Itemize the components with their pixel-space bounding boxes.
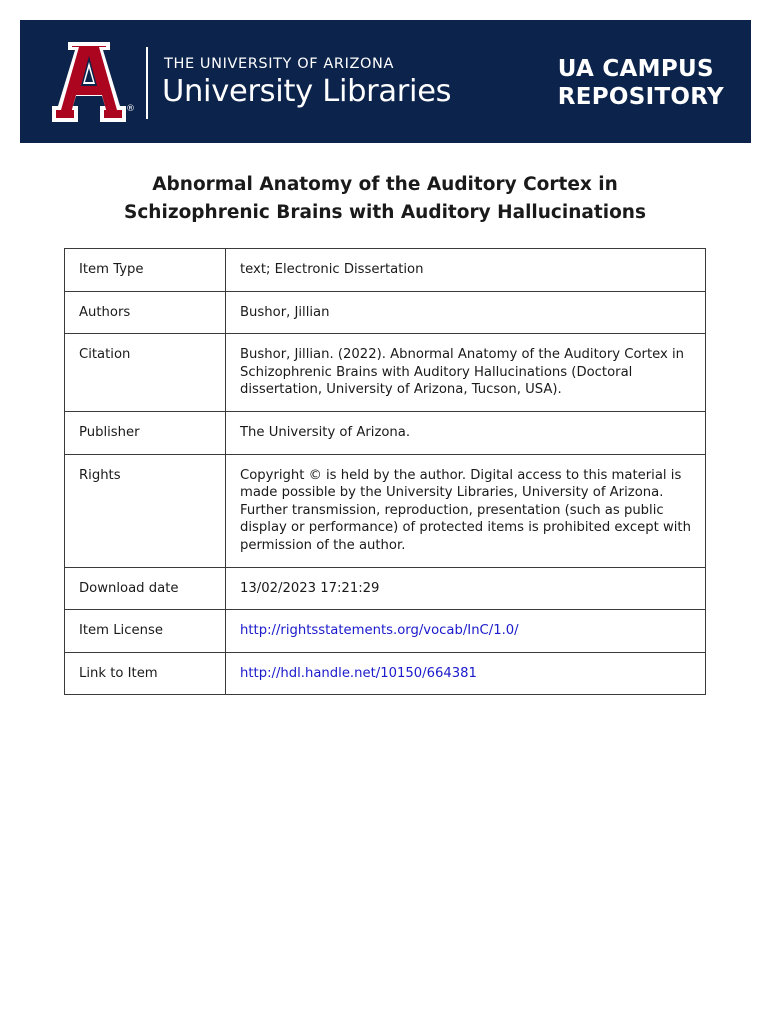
header-banner [20, 20, 751, 143]
row-label-authors: Authors [65, 291, 226, 334]
item-handle-link[interactable]: http://hdl.handle.net/10150/664381 [240, 665, 477, 681]
title-line-1: Abnormal Anatomy of the Auditory Cortex in [152, 174, 618, 195]
item-license-link[interactable]: http://rightsstatements.org/vocab/InC/1.0/ [240, 623, 519, 639]
row-value-download-date: 13/02/2023 17:21:29 [226, 567, 706, 610]
row-value-item-type: text; Electronic Dissertation [226, 249, 706, 292]
table-row [65, 567, 706, 610]
row-label-item-license: Item License [65, 610, 226, 653]
registered-mark: ® [126, 104, 135, 114]
row-value-publisher: The University of Arizona. [226, 411, 706, 454]
table-row [65, 610, 706, 653]
table-row [65, 291, 706, 334]
table-row [65, 334, 706, 412]
table-row [65, 249, 706, 292]
table-row [65, 454, 706, 567]
arizona-block-a-icon [44, 42, 134, 124]
row-label-rights: Rights [65, 454, 226, 567]
row-label-link-to-item: Link to Item [65, 652, 226, 695]
row-value-citation: Bushor, Jillian. (2022). Abnormal Anatomy of the Auditory Cortex in Schizophrenic Brains with Auditory Hallucinations (Doctoral dissertation, University of Arizona, Tucson, USA). [226, 334, 706, 412]
university-name: THE UNIVERSITY OF ARIZONA [164, 56, 394, 72]
document-title [0, 171, 770, 227]
row-label-publisher: Publisher [65, 411, 226, 454]
row-label-item-type: Item Type [65, 249, 226, 292]
row-value-rights: Copyright © is held by the author. Digital access to this material is made possible by the University Libraries, University of Arizona. Further transmission, reproduction, presentation (such as public display or performance) of protected items is prohibited except with permission of the author. [226, 454, 706, 567]
metadata-table [64, 248, 706, 695]
header-divider [146, 47, 148, 119]
repository-name [558, 55, 724, 111]
table-row [65, 411, 706, 454]
row-value-authors: Bushor, Jillian [226, 291, 706, 334]
title-line-2: Schizophrenic Brains with Auditory Hallucinations [124, 202, 646, 223]
libraries-name: University Libraries [162, 74, 452, 109]
row-label-citation: Citation [65, 334, 226, 412]
table-row [65, 652, 706, 695]
repository-line-1: UA CAMPUS [557, 56, 714, 82]
row-label-download-date: Download date [65, 567, 226, 610]
repository-line-2: REPOSITORY [557, 84, 724, 110]
